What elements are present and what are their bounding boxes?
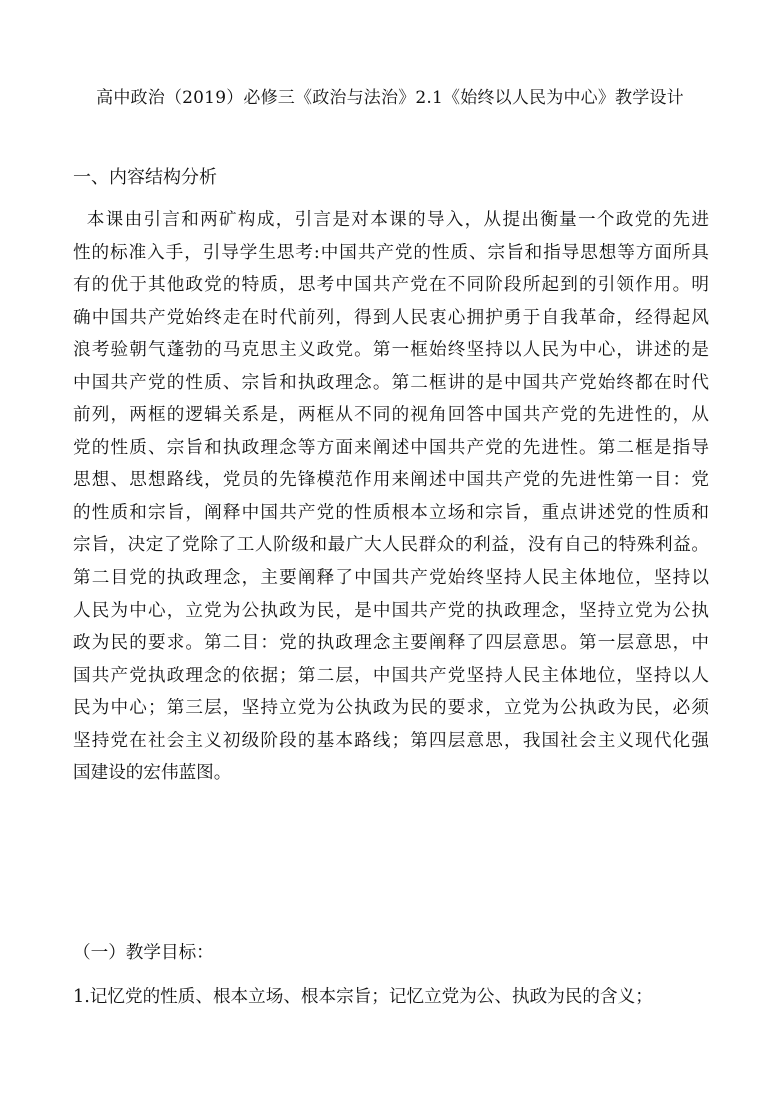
- section-heading: 一、内容结构分析: [73, 167, 217, 188]
- paragraph-line: 国共产党执政理念的依据；第二层，中国共产党坚持人民主体地位，坚持以人: [73, 665, 709, 686]
- paragraph-line: 的性质和宗旨，阐释中国共产党的性质根本立场和宗旨，重点讲述党的性质和: [73, 502, 709, 523]
- paragraph-line: 有的优于其他政党的特质，思考中国共产党在不同阶段所起到的引领作用。明: [73, 275, 709, 296]
- body-paragraph: [73, 204, 709, 790]
- paragraph-line: 浪考验朝气蓬勃的马克思主义政党。第一框始终坚持以人民为中心，讲述的是: [73, 340, 709, 361]
- sub-heading: （一）教学目标：: [73, 943, 214, 963]
- paragraph-line: 性的标准入手，引导学生思考:中国共产党的性质、宗旨和指导思想等方面所具: [73, 242, 709, 263]
- paragraph-line: 确中国共产党始终走在时代前列，得到人民衷心拥护勇于自我革命，经得起风: [73, 307, 709, 328]
- paragraph-line: 民为中心；第三层，坚持立党为公执政为民的要求，立党为公执政为民，必须: [73, 698, 709, 719]
- paragraph-line: 政为民的要求。第二目：党的执政理念主要阐释了四层意思。第一层意思，中: [73, 633, 709, 654]
- paragraph-line: 本课由引言和两矿构成，引言是对本课的导入，从提出衡量一个政党的先进: [73, 210, 709, 230]
- paragraph-line: 前列，两框的逻辑关系是，两框从不同的视角回答中国共产党的先进性的，从: [73, 405, 709, 426]
- paragraph-line: 国建设的宏伟蓝图。: [73, 763, 232, 784]
- paragraph-line: 中国共产党的性质、宗旨和执政理念。第二框讲的是中国共产党始终都在时代: [73, 372, 709, 393]
- paragraph-line: 人民为中心，立党为公执政为民，是中国共产党的执政理念，坚持立党为公执: [73, 600, 709, 621]
- paragraph-line: 党的性质、宗旨和执政理念等方面来阐述中国共产党的先进性。第二框是指导: [73, 437, 709, 458]
- paragraph-line: 坚持党在社会主义初级阶段的基本路线；第四层意思，我国社会主义现代化强: [73, 730, 709, 751]
- paragraph-line: 思想、思想路线，党员的先锋模范作用来阐述中国共产党的先进性第一目：党: [73, 470, 709, 491]
- list-item: 1.记忆党的性质、根本立场、根本宗旨；记忆立党为公、执政为民的含义；: [73, 987, 653, 1007]
- document-title: 高中政治（2019）必修三《政治与法治》2.1《始终以人民为中心》教学设计: [96, 88, 684, 108]
- paragraph-line: 宗旨，决定了党除了工人阶级和最广大人民群众的利益，没有自己的特殊利益。: [73, 535, 709, 556]
- paragraph-line: 第二目党的执政理念，主要阐释了中国共产党始终坚持人民主体地位，坚持以: [73, 568, 709, 589]
